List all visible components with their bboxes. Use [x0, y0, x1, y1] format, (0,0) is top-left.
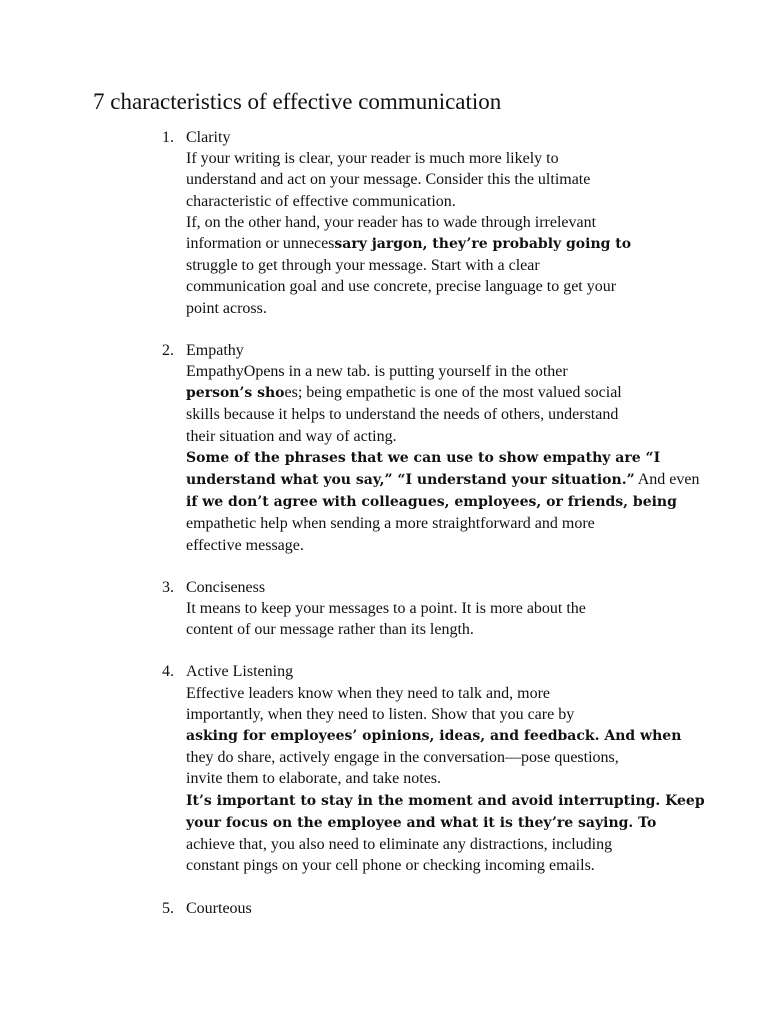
text: If your writing is clear, your reader is much more likely to	[186, 150, 559, 168]
paragraph-line	[186, 191, 768, 212]
text: their situation and way of acting.	[186, 427, 397, 445]
bold-text: your focus on the employee and what it is they’re saying. To	[186, 814, 657, 831]
text: skills because it helps to understand the needs of others, understand	[186, 406, 619, 424]
text: And even	[634, 471, 700, 489]
paragraph-line	[186, 768, 768, 789]
list-item	[0, 340, 768, 556]
paragraph-line	[186, 704, 768, 725]
bold-text: if we don’t agree with colleagues, employees, or friends, being	[186, 494, 677, 511]
text: achieve that, you also need to eliminate any distractions, including	[186, 836, 613, 854]
paragraph-line	[186, 598, 768, 619]
list-item	[0, 898, 768, 919]
paragraph-line	[186, 169, 768, 190]
text: It means to keep your messages to a point. It is more about the	[186, 600, 586, 618]
text: communication goal and use concrete, precise language to get your	[186, 278, 617, 296]
item-heading: Empathy	[186, 341, 244, 359]
paragraph-line	[186, 382, 768, 404]
text: effective message.	[186, 536, 304, 554]
item-heading: Conciseness	[186, 578, 266, 596]
text: content of our message rather than its length.	[186, 621, 474, 639]
item-heading: Clarity	[186, 129, 231, 146]
text: struggle to get through your message. Start with a clear	[186, 257, 540, 275]
paragraph-line	[186, 255, 768, 276]
text: constant pings on your cell phone or checking incoming emails.	[186, 857, 595, 875]
paragraph-line	[186, 298, 768, 319]
text: understand and act on your message. Consider this the ultimate	[186, 171, 591, 189]
item-number: 5.	[162, 899, 174, 917]
paragraph-line	[186, 683, 768, 704]
text: point across.	[186, 299, 267, 317]
text: EmpathyOpens in a new tab. is putting yourself in the other	[186, 363, 568, 381]
paragraph-line	[186, 404, 768, 425]
bold-text: asking for employees’ opinions, ideas, and feedback. And when	[186, 728, 682, 745]
bold-text: It’s important to stay in the moment and avoid interrupting. Keep	[186, 792, 705, 809]
text: es; being empathetic is one of the most valued social	[284, 384, 622, 402]
text: Effective leaders know when they need to talk and, more	[186, 684, 551, 702]
text: empathetic help when sending a more straightforward and more	[186, 515, 595, 533]
item-heading: Active Listening	[186, 663, 294, 681]
bold-text: sary jargon, they’re probably going to	[334, 236, 632, 253]
paragraph-line	[186, 725, 768, 747]
document-title: 7 characteristics of effective communication	[93, 89, 502, 114]
paragraph-line	[186, 812, 768, 834]
list-item	[0, 661, 768, 876]
paragraph-line	[186, 535, 768, 556]
text: characteristic of effective communication.	[186, 192, 456, 210]
list-item	[0, 577, 768, 641]
bold-text: Some of the phrases that we can use to show empathy are “I	[186, 449, 661, 466]
paragraph-line	[186, 747, 768, 768]
paragraph-line	[186, 212, 768, 233]
paragraph-line	[186, 426, 768, 447]
paragraph-line	[186, 790, 768, 812]
text: If, on the other hand, your reader has to wade through irrelevant	[186, 213, 597, 231]
item-number: 4.	[162, 663, 174, 681]
paragraph-line	[186, 855, 768, 876]
paragraph-line	[186, 491, 768, 513]
bold-text: person’s sho	[186, 385, 285, 402]
paragraph-line	[186, 834, 768, 855]
paragraph-line	[186, 361, 768, 382]
list-item	[0, 127, 768, 319]
paragraph-line	[186, 233, 768, 255]
item-number: 3.	[162, 578, 174, 596]
paragraph-line	[186, 469, 768, 491]
item-number: 1.	[162, 129, 174, 146]
bold-text: understand what you say,” “I understand your situation.”	[186, 472, 635, 489]
paragraph-line	[186, 276, 768, 297]
paragraph-line	[186, 619, 768, 640]
text: information or unneces	[186, 235, 335, 253]
item-number: 2.	[162, 341, 174, 359]
paragraph-line	[186, 447, 768, 469]
paragraph-line	[186, 148, 768, 169]
paragraph-line	[186, 513, 768, 534]
text: they do share, actively engage in the conversation—pose questions,	[186, 749, 619, 767]
text: importantly, when they need to listen. Show that you care by	[186, 705, 575, 723]
item-heading: Courteous	[186, 899, 252, 917]
text: invite them to elaborate, and take notes.	[186, 770, 442, 788]
characteristics-list	[0, 127, 768, 940]
